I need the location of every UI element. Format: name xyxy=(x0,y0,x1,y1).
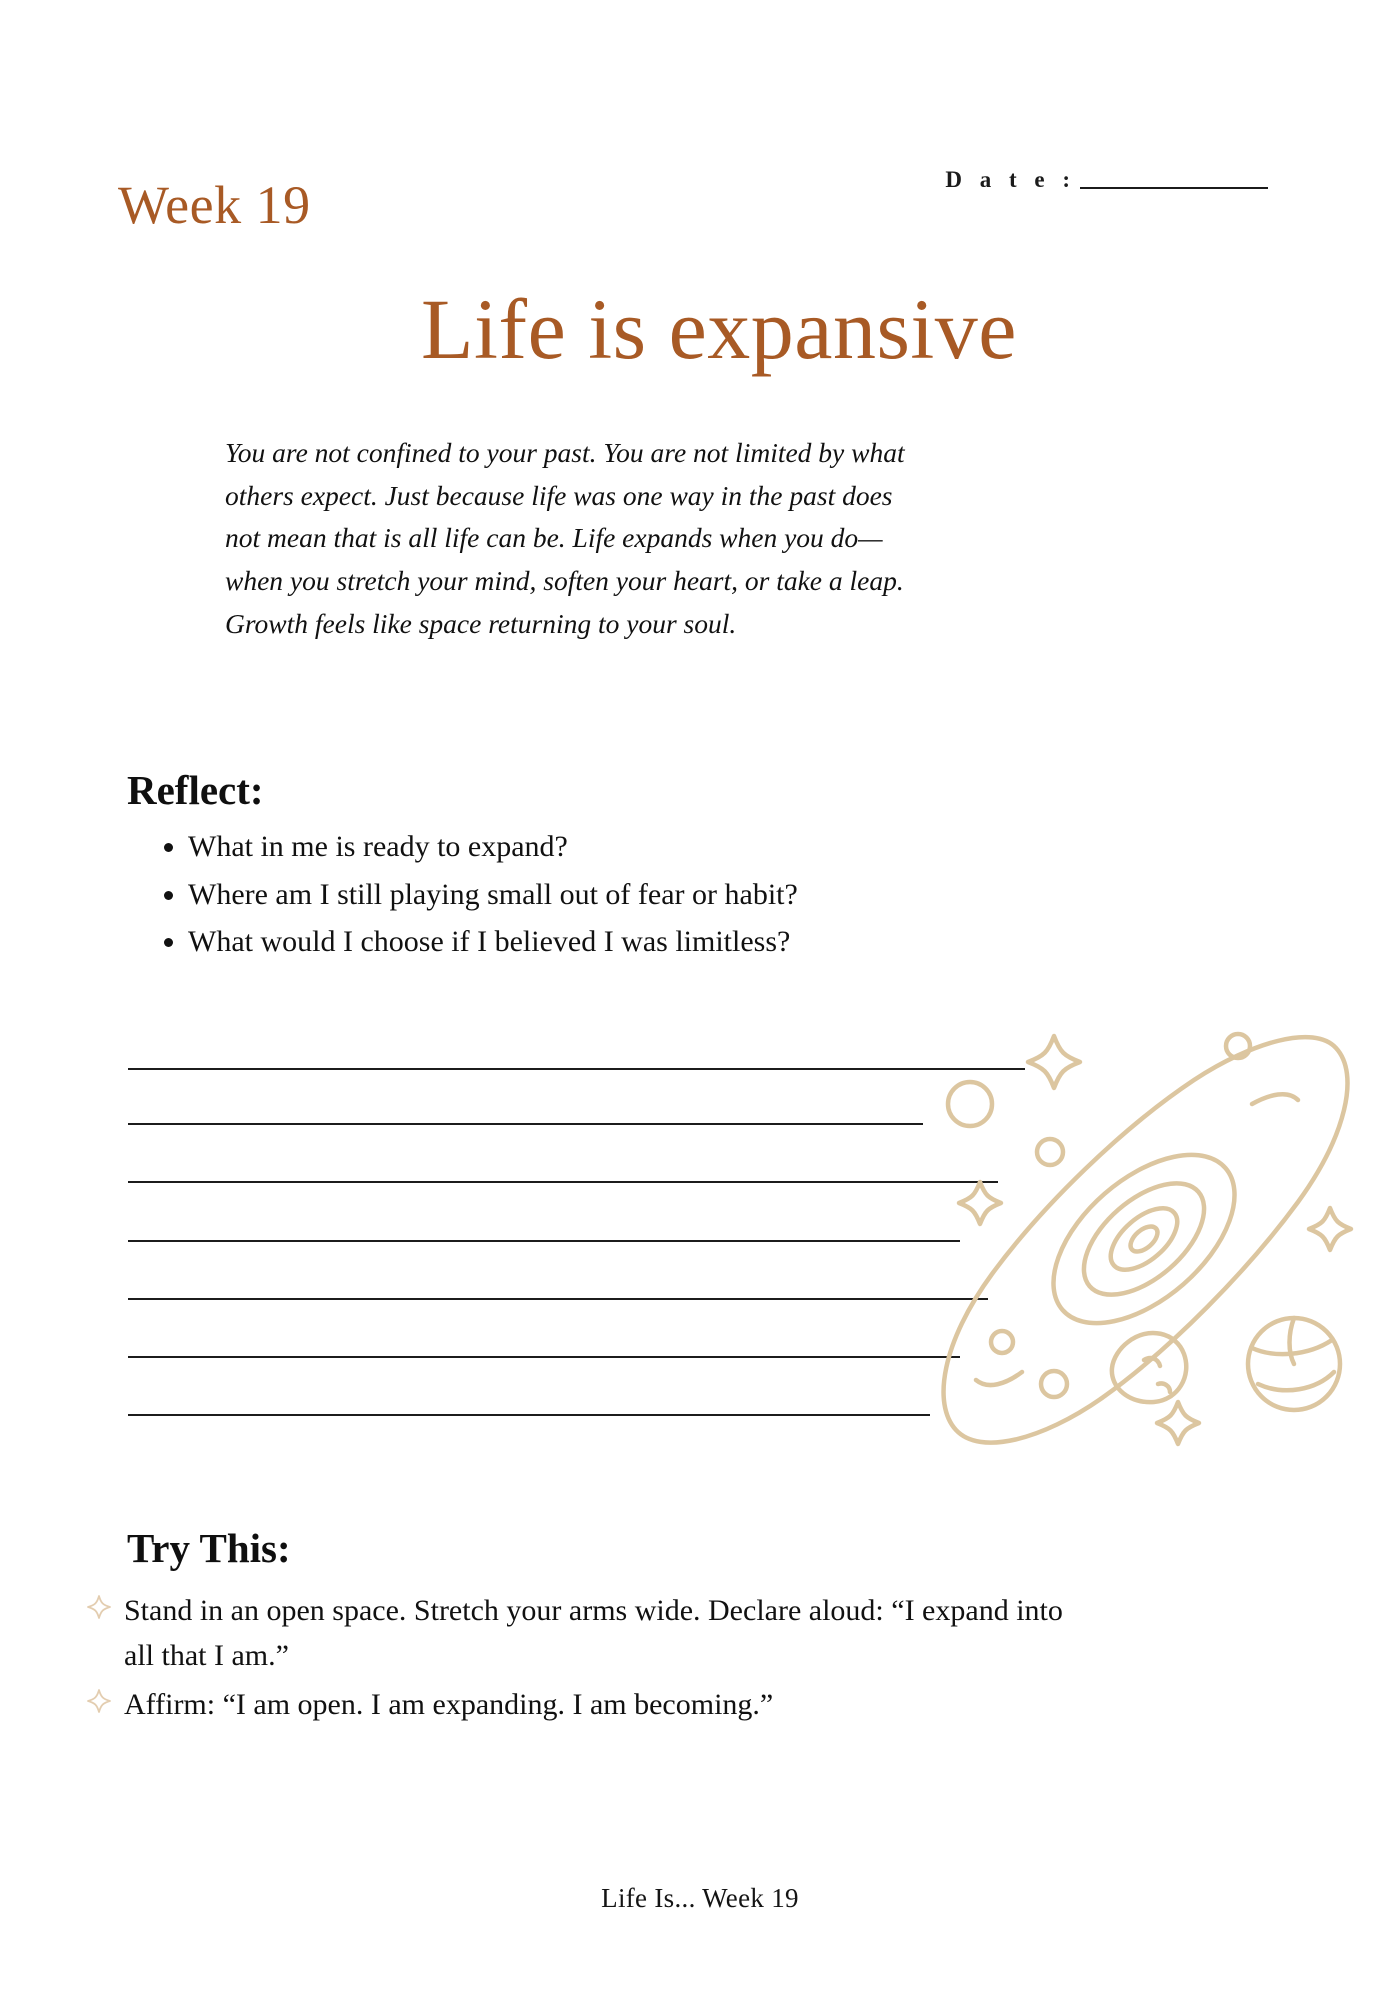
try-this-item-text: Affirm: “I am open. I am expanding. I am becoming.” xyxy=(124,1688,774,1721)
page-footer: Life Is... Week 19 xyxy=(601,1883,799,1913)
try-this-item xyxy=(86,1682,1086,1727)
list-item: • What would I choose if I believed I was limitless? xyxy=(188,919,1088,965)
list-item: • What in me is ready to expand? xyxy=(188,824,1088,870)
try-this-item-text: Stand in an open space. Stretch your arms wide. Declare aloud: “I expand into all that I am.” xyxy=(124,1594,1063,1672)
page-title: Life is expansive xyxy=(421,281,1017,377)
writing-line[interactable] xyxy=(128,1068,1025,1070)
writing-line[interactable] xyxy=(128,1123,923,1125)
planet-icon xyxy=(1248,1318,1340,1410)
sparkle-icon xyxy=(1309,1208,1351,1250)
writing-line[interactable] xyxy=(128,1181,998,1183)
circle-decoration xyxy=(1226,1034,1250,1058)
reflect-list xyxy=(140,824,1088,967)
date-label: D a t e : xyxy=(945,167,1076,192)
sparkle-icon xyxy=(86,1594,112,1625)
try-this-heading: Try This: xyxy=(127,1525,291,1571)
list-item: • Where am I still playing small out of fear or habit? xyxy=(188,872,1088,918)
writing-line[interactable] xyxy=(128,1414,930,1416)
writing-line[interactable] xyxy=(128,1356,960,1358)
sparkle-icon xyxy=(86,1688,112,1719)
date-input-line[interactable] xyxy=(1080,187,1268,189)
date-field[interactable] xyxy=(945,168,1268,191)
intro-paragraph: You are not confined to your past. You are not limited by what others expect. Just because life was one way in the past does not mean that is all life can be. Life expands when you do—when you stretch your mind, soften your heart, or take a leap. Growth feels like space returning to your soul. xyxy=(225,437,905,639)
week-label: Week 19 xyxy=(118,175,311,235)
writing-lines-area xyxy=(128,1068,1238,1438)
try-this-item xyxy=(86,1588,1086,1678)
writing-line[interactable] xyxy=(128,1298,988,1300)
reflect-heading: Reflect: xyxy=(127,767,264,813)
writing-line[interactable] xyxy=(128,1240,960,1242)
